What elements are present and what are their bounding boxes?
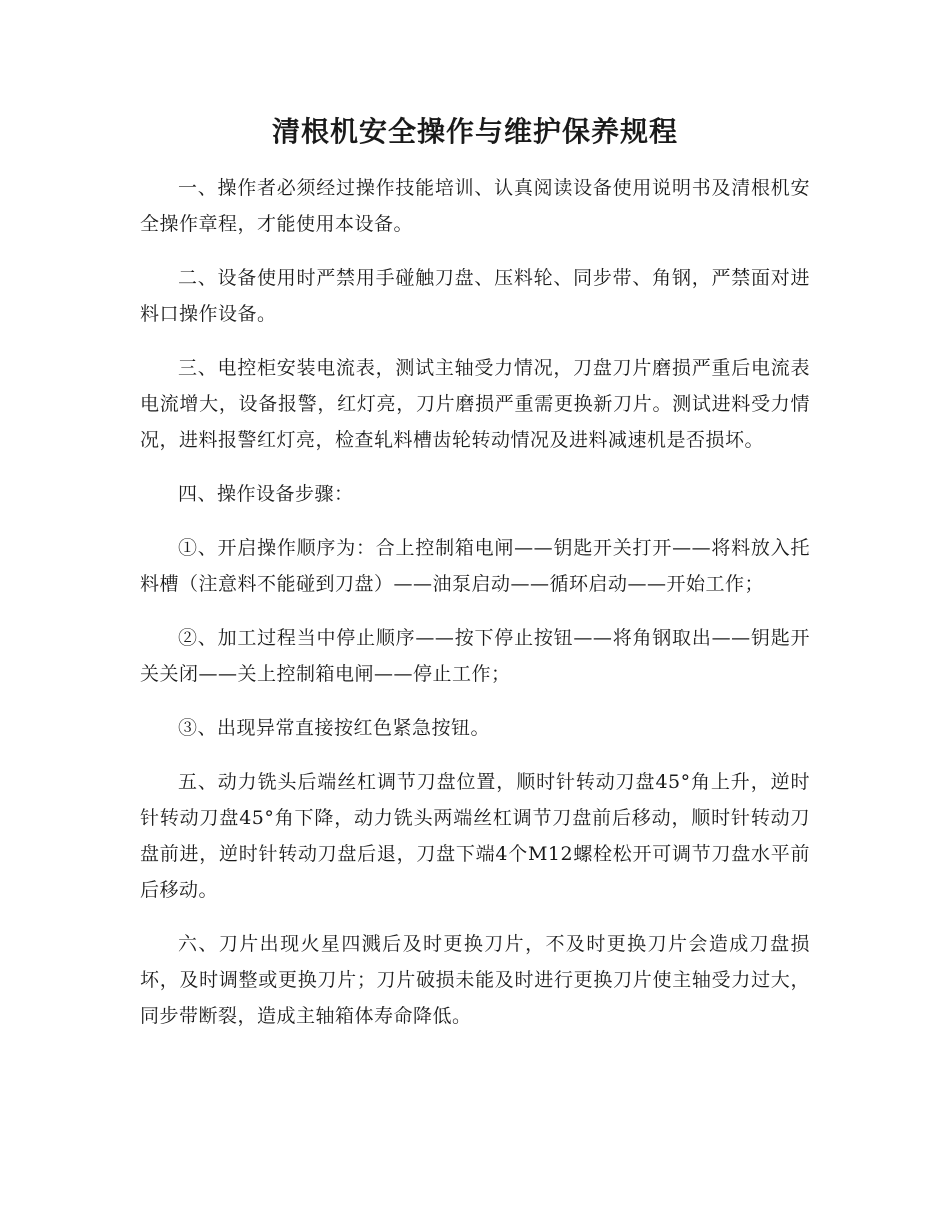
step-3-paragraph: ③、出现异常直接按红色紧急按钮。 <box>178 717 491 739</box>
paragraph-5: 五、动力铣头后端丝杠调节刀盘位置，顺时针转动刀盘45°角上升，逆时针转动刀盘45°角下降，动力铣头两端丝杠调节刀盘前后移动，顺时针转动刀盘前进，逆时针转动刀盘后退，刀盘下端4个M12螺栓松开可调节刀盘水平前后移动。 <box>140 771 810 901</box>
paragraph-2: 二、设备使用时严禁用手碰触刀盘、压料轮、同步带、角钢，严禁面对进料口操作设备。 <box>140 267 810 325</box>
paragraph-4: 四、操作设备步骤： <box>178 483 354 505</box>
paragraph-1: 一、操作者必须经过操作技能培训、认真阅读设备使用说明书及清根机安全操作章程，才能使用本设备。 <box>140 177 810 235</box>
document-title: 清根机安全操作与维护保养规程 <box>271 115 678 148</box>
document-page <box>140 112 810 1052</box>
paragraph-6: 六、刀片出现火星四溅后及时更换刀片，不及时更换刀片会造成刀盘损坏，及时调整或更换刀片；刀片破损未能及时进行更换刀片使主轴受力过大，同步带断裂，造成主轴箱体寿命降低。 <box>140 933 810 1027</box>
step-2-paragraph: ②、加工过程当中停止顺序——按下停止按钮——将角钢取出——钥匙开关关闭——关上控制箱电闸——停止工作； <box>140 627 810 685</box>
step-1-paragraph: ①、开启操作顺序为：合上控制箱电闸——钥匙开关打开——将料放入托料槽（注意料不能碰到刀盘）——油泵启动——循环启动——开始工作； <box>140 537 810 595</box>
paragraph-3: 三、电控柜安装电流表，测试主轴受力情况，刀盘刀片磨损严重后电流表电流增大，设备报警，红灯亮，刀片磨损严重需更换新刀片。测试进料受力情况，进料报警红灯亮，检查轧料槽齿轮转动情况及进料减速机是否损坏。 <box>140 357 810 451</box>
